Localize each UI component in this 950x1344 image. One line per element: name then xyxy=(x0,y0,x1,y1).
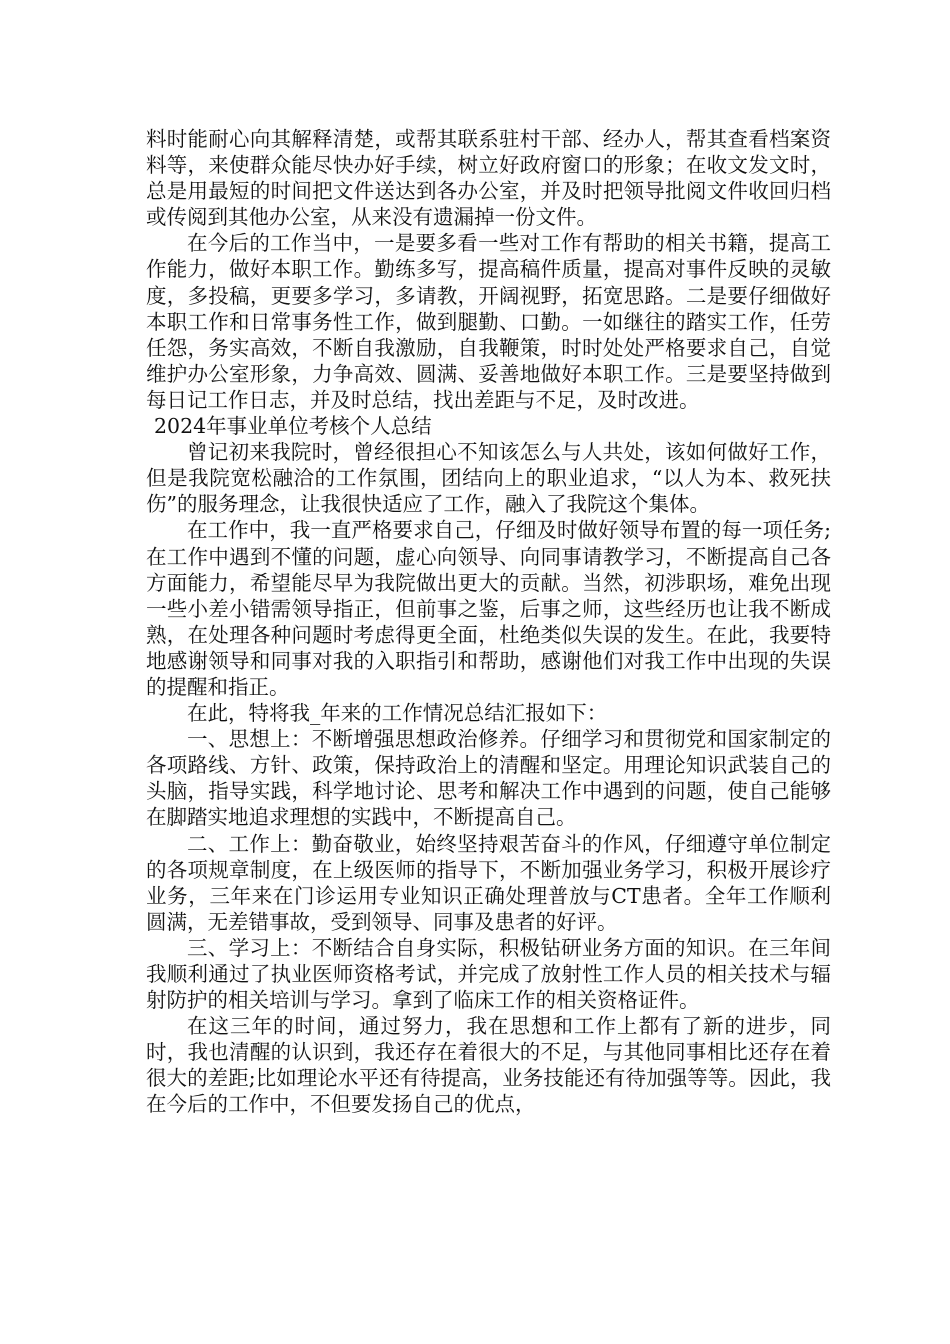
paragraph: 在这三年的时间，通过努力，我在思想和工作上都有了新的进步，同时，我也清醒的认识到，我还存在着很大的不足，与其他同事相比还存在着很大的差距;比如理论水平还有待提高，业务技能还有待加强等等。因此，我在今后的工作中，不但要发扬自己的优点， xyxy=(146,1014,831,1117)
paragraph: 在此，特将我_年来的工作情况总结汇报如下： xyxy=(187,701,608,726)
paragraph: 曾记初来我院时，曾经很担心不知该怎么与人共处，该如何做好工作，但是我院宽松融洽的工作氛围，团结向上的职业追求，“以人为本、救死扶伤”的服务理念，让我很快适应了工作，融入了我院这个集体。 xyxy=(146,440,831,517)
section-title: 2024年事业单位考核个人总结 xyxy=(154,414,432,439)
document-page xyxy=(146,126,831,1118)
paragraph: 三、学习上：不断结合自身实际，积极钻研业务方面的知识。在三年间我顺利通过了执业医师资格考试，并完成了放射性工作人员的相关技术与辐射防护的相关培训与学习。拿到了临床工作的相关资格证件。 xyxy=(146,935,831,1013)
paragraph: 在工作中，我一直严格要求自己，仔细及时做好领导布置的每一项任务;在工作中遇到不懂的问题，虚心向领导、向同事请教学习，不断提高自己各方面能力，希望能尽早为我院做出更大的贡献。当然，初涉职场，难免出现一些小差小错需领导指正，但前事之鉴，后事之师，这些经历也让我不断成熟，在处理各种问题时考虑得更全面，杜绝类似失误的发生。在此，我要特地感谢领导和同事对我的入职指引和帮助，感谢他们对我工作中出现的失误的提醒和指正。 xyxy=(146,518,831,699)
paragraph: 二、工作上：勤奋敬业，始终坚持艰苦奋斗的作风，仔细遵守单位制定的各项规章制度，在上级医师的指导下，不断加强业务学习，积极开展诊疗业务，三年来在门诊运用专业知识正确处理普放与CT患者。全年工作顺利圆满，无差错事故，受到领导、同事及患者的好评。 xyxy=(146,831,831,934)
paragraph: 一、思想上：不断增强思想政治修养。仔细学习和贯彻党和国家制定的各项路线、方针、政策，保持政治上的清醒和坚定。用理论知识武装自己的头脑，指导实践，科学地讨论、思考和解决工作中遇到的问题，使自己能够在脚踏实地追求理想的实践中，不断提高自己。 xyxy=(146,727,831,830)
paragraph: 料时能耐心向其解释清楚，或帮其联系驻村干部、经办人，帮其查看档案资料等，来使群众能尽快办好手续，树立好政府窗口的形象；在收文发文时，总是用最短的时间把文件送达到各办公室，并及时把领导批阅文件收回归档或传阅到其他办公室，从来没有遗漏掉一份文件。 xyxy=(146,127,831,230)
paragraph: 在今后的工作当中，一是要多看一些对工作有帮助的相关书籍，提高工作能力，做好本职工作。勤练多写，提高稿件质量，提高对事件反映的灵敏度，多投稿，更要多学习，多请教，开阔视野，拓宽思路。二是要仔细做好本职工作和日常事务性工作，做到腿勤、口勤。一如继往的踏实工作，任劳任怨，务实高效，不断自我激励，自我鞭策，时时处处严格要求自己，自觉维护办公室形象，力争高效、圆满、妥善地做好本职工作。三是要坚持做到每日记工作日志，并及时总结，找出差距与不足，及时改进。 xyxy=(146,231,831,412)
